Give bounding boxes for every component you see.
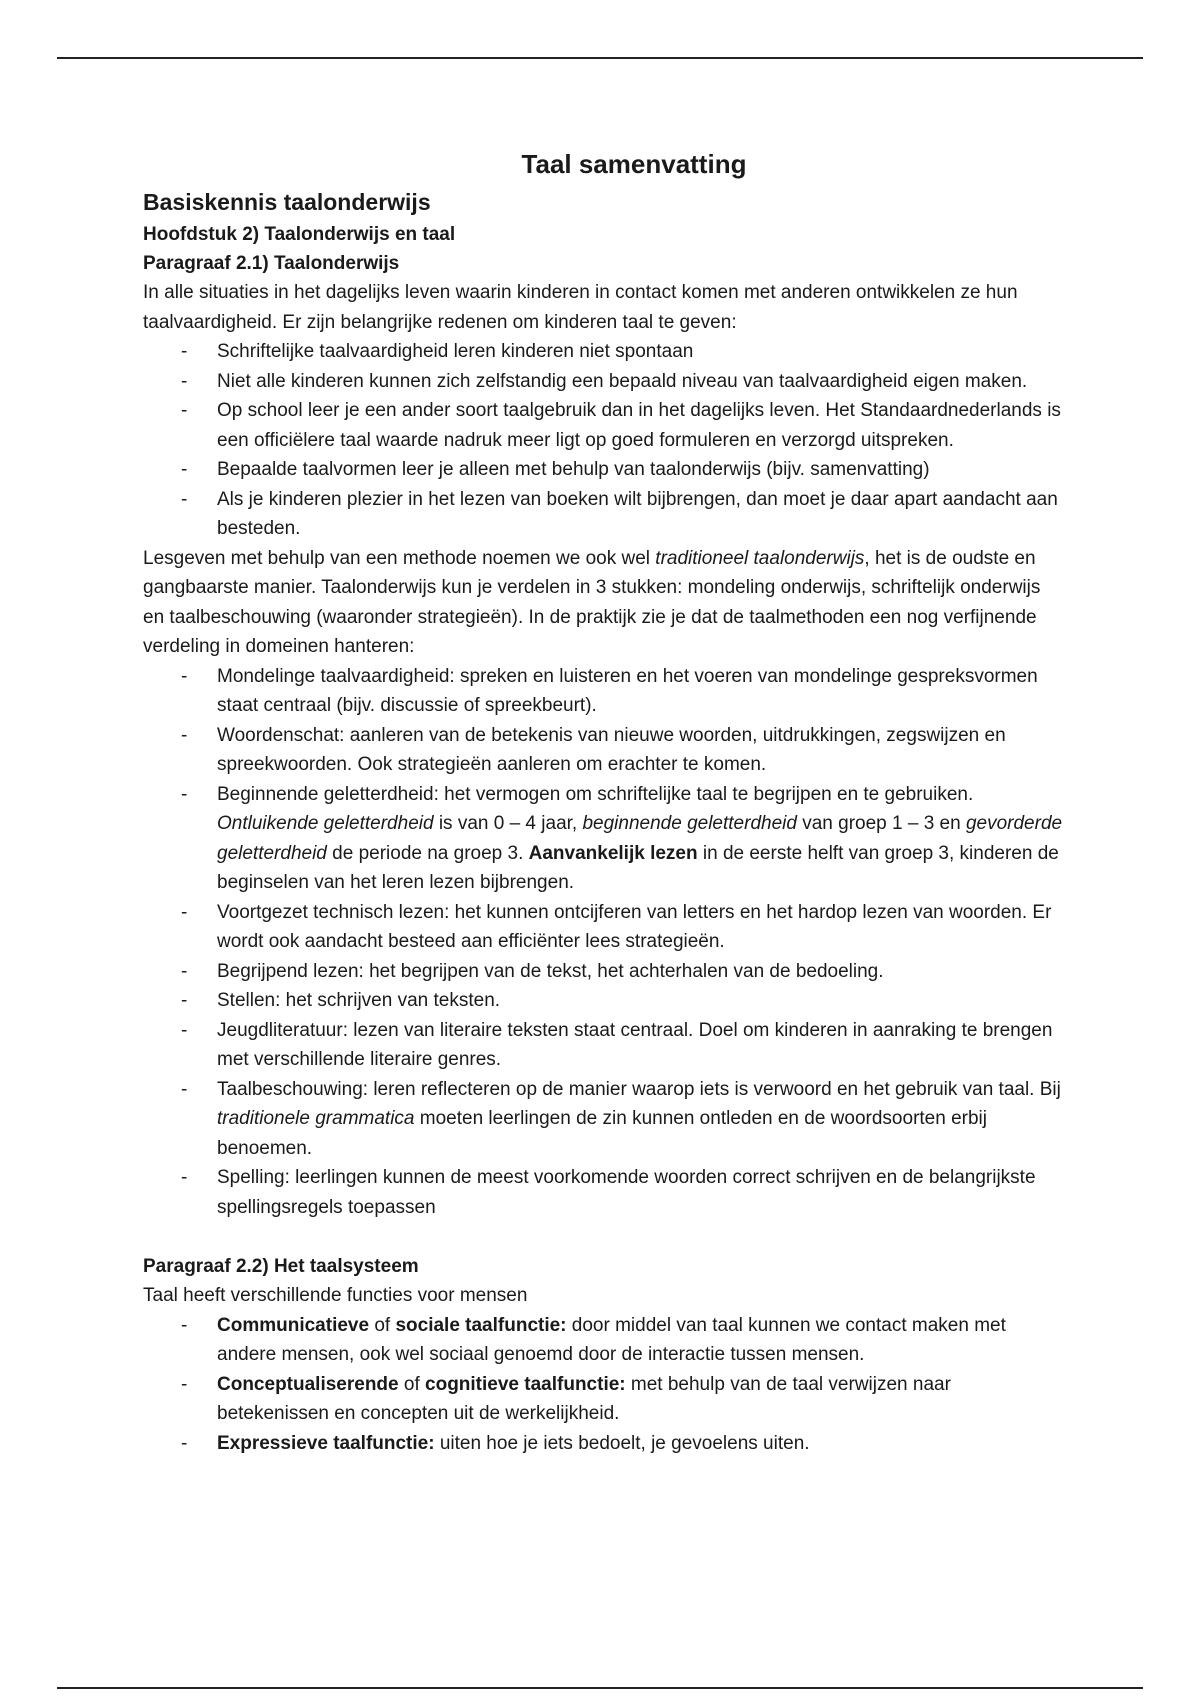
section-intro: Taal heeft verschillende functies voor mensen xyxy=(143,1285,528,1306)
document-title: Taal samenvatting xyxy=(521,149,747,179)
bullet-dash: - xyxy=(181,960,188,982)
list-item: - Niet alle kinderen kunnen zich zelfstandig een bepaald niveau van taalvaardigheid eigen maken. xyxy=(143,367,1063,397)
document-page xyxy=(143,144,1063,1458)
bullet-dash: - xyxy=(181,370,188,392)
list-item: - Als je kinderen plezier in het lezen van boeken wilt bijbrengen, dan moet je daar apart aandacht aan besteden. xyxy=(143,485,1063,544)
list-item: - Spelling: leerlingen kunnen de meest voorkomende woorden correct schrijven en de belangrijkste spellingsregels toepassen xyxy=(143,1163,1063,1222)
emphasis-term: traditioneel taalonderwijs xyxy=(655,547,865,569)
list-item: - Op school leer je een ander soort taalgebruik dan in het dagelijks leven. Het Standaardnederlands is een officiëlere taal waarde nadruk meer ligt op goed formuleren en verzorgd uitspreken. xyxy=(143,396,1063,455)
bullet-dash: - xyxy=(181,901,188,923)
bullet-dash: - xyxy=(181,341,188,362)
list-item: - Voortgezet technisch lezen: het kunnen ontcijferen van letters en het hardop lezen van woorden. Er wordt ook aandacht besteed aan efficiënter lees strategieën. xyxy=(143,898,1063,957)
section-heading-2-1: Paragraaf 2.1) Taalonderwijs xyxy=(143,253,400,274)
bullet-dash: - xyxy=(181,459,188,480)
bullet-dash: - xyxy=(181,724,188,746)
top-rule xyxy=(57,57,1143,59)
list-item: - Expressieve taalfunctie: uiten hoe je iets bedoelt, je gevoelens uiten. xyxy=(143,1429,1063,1459)
main-heading: Basiskennis taalonderwijs xyxy=(143,189,431,215)
list-item: - Communicatieve of sociale taalfunctie: door middel van taal kunnen we contact maken met andere mensen, ook wel sociaal genoemd door de interactie tussen mensen. xyxy=(143,1311,1063,1370)
list-item: - Woordenschat: aanleren van de betekenis van nieuwe woorden, uitdrukkingen, zegswijzen en spreekwoorden. Ook strategieën aanleren om erachter te komen. xyxy=(143,721,1063,780)
bullet-dash: - xyxy=(181,783,188,805)
list-item: - Mondelinge taalvaardigheid: spreken en luisteren en het voeren van mondelinge gespreksvormen staat centraal (bijv. discussie of spreekbeurt). xyxy=(143,662,1063,721)
list-item: - Begrijpend lezen: het begrijpen van de tekst, het achterhalen van de bedoeling. xyxy=(143,957,1063,987)
domains-list xyxy=(143,662,1063,1223)
bottom-rule xyxy=(57,1687,1143,1689)
list-item: - Jeugdliteratuur: lezen van literaire teksten staat centraal. Doel om kinderen in aanraking te brengen met verschillende literaire genres. xyxy=(143,1016,1063,1075)
list-item: - Beginnende geletterdheid: het vermogen om schriftelijke taal te begrijpen en te gebruiken. Ontluikende geletterdheid is van 0 – 4 jaar, beginnende geletterdheid van groep 1 – 3 en gevorderde geletterdheid de periode na groep 3. Aanvankelijk lezen in de eerste helft van groep 3, kinderen de beginselen van het leren lezen bijbrengen. xyxy=(143,780,1063,898)
section-heading-2-2: Paragraaf 2.2) Het taalsysteem xyxy=(143,1256,419,1277)
list-item: - Stellen: het schrijven van teksten. xyxy=(143,986,1063,1016)
bullet-dash: - xyxy=(181,990,188,1011)
bullet-dash: - xyxy=(181,1019,188,1041)
section-intro: In alle situaties in het dagelijks leven waarin kinderen in contact komen met anderen ontwikkelen ze hun taalvaardigheid. Er zijn belangrijke redenen om kinderen taal te geven: xyxy=(143,282,1018,333)
list-item: - Bepaalde taalvormen leer je alleen met behulp van taalonderwijs (bijv. samenvatting) xyxy=(143,455,1063,485)
functions-list xyxy=(143,1311,1063,1459)
chapter-heading: Hoofdstuk 2) Taalonderwijs en taal xyxy=(143,224,456,245)
list-item: - Conceptualiserende of cognitieve taalfunctie: met behulp van de taal verwijzen naar betekenissen en concepten uit de werkelijkheid. xyxy=(143,1370,1063,1429)
methods-paragraph: Lesgeven met behulp van een methode noemen we ook wel traditioneel taalonderwijs, het is de oudste en gangbaarste manier. Taalonderwijs kun je verdelen in 3 stukken: mondeling onderwijs, schriftelijk onderwijs en taalbeschouwing (waaronder strategieën). In de praktijk zie je dat de taalmethoden een nog verfijnende verdeling in domeinen hanteren: xyxy=(143,547,1041,657)
bullet-dash: - xyxy=(181,1432,188,1454)
list-item: - Schriftelijke taalvaardigheid leren kinderen niet spontaan xyxy=(143,337,1063,367)
bullet-dash: - xyxy=(181,1373,188,1395)
list-item: - Taalbeschouwing: leren reflecteren op de manier waarop iets is verwoord en het gebruik van taal. Bij traditionele grammatica moeten leerlingen de zin kunnen ontleden en de woordsoorten erbij benoemen. xyxy=(143,1075,1063,1164)
reasons-list xyxy=(143,337,1063,544)
bullet-dash: - xyxy=(181,488,188,510)
spacer xyxy=(143,1222,1063,1252)
bullet-dash: - xyxy=(181,1078,188,1100)
bullet-dash: - xyxy=(181,1167,188,1188)
bullet-dash: - xyxy=(181,400,188,421)
bullet-dash: - xyxy=(181,1314,188,1336)
bullet-dash: - xyxy=(181,665,188,687)
